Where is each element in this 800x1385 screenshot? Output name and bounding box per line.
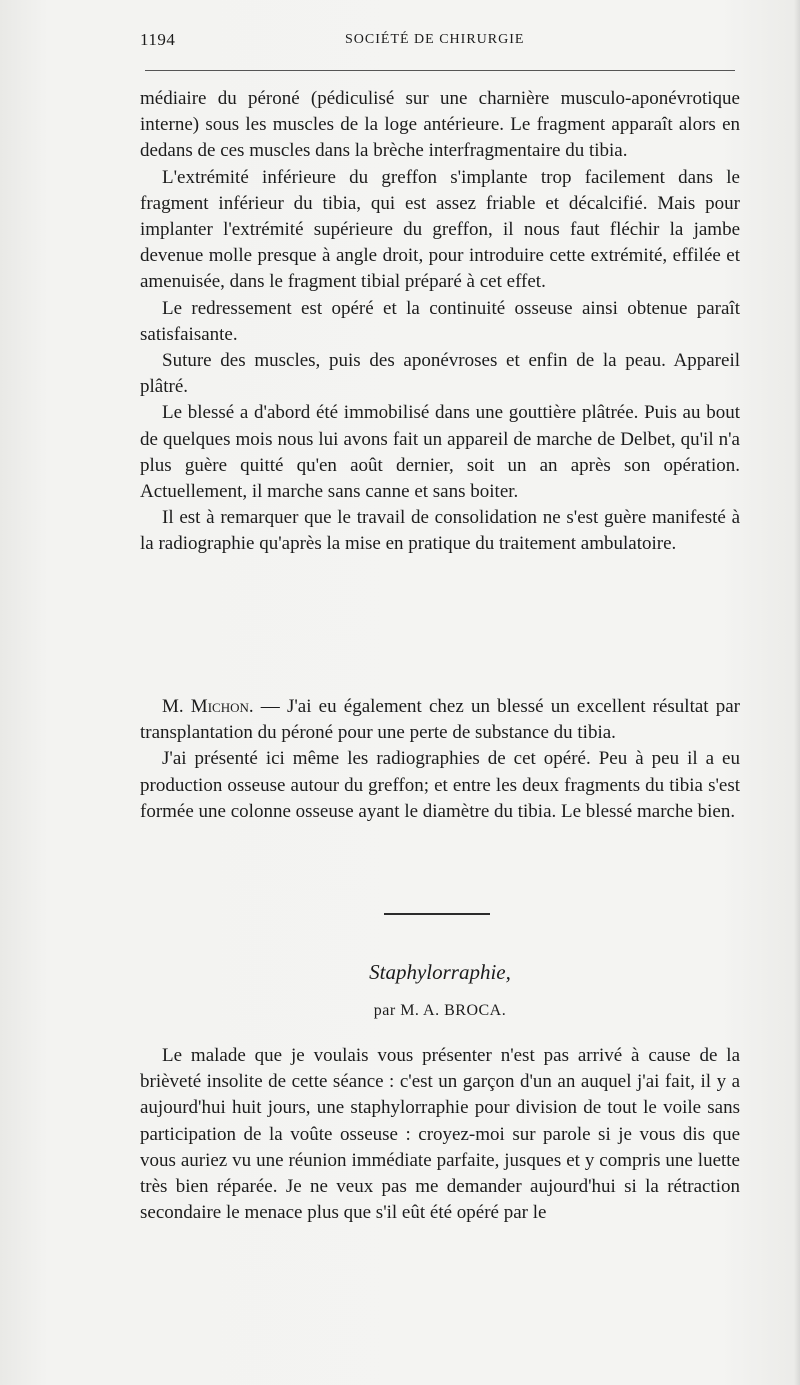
section-divider xyxy=(384,913,490,915)
paragraph: Le malade que je voulais vous présenter n'est pas arrivé à cause de la brièveté insolite de cette séance : c'est un garçon d'un an auquel j'ai fait, il y a aujourd'hui huit jours, une staphylorraphie pour division de tout le voile sans participation de la voûte osseuse : croyez-moi sur parole si je vous dis que vous auriez vu une réunion immédiate parfaite, jusques et y compris une luette très bien réparée. Je ne veux pas me demander aujourd'hui si la rétraction secondaire le menace plus que s'il eût été opéré par le xyxy=(140,1045,740,1224)
section-title: Staphylorraphie, xyxy=(369,960,511,984)
running-title: SOCIÉTÉ DE CHIRURGIE xyxy=(345,32,525,47)
page-header xyxy=(140,30,736,54)
paragraph: Le redressement est opéré et la continuité osseuse ainsi obtenue paraît satisfaisante. xyxy=(140,297,740,345)
page-edge-shadow xyxy=(794,0,800,1385)
paragraph: Il est à remarquer que le travail de consolidation ne s'est guère manifesté à la radiographie qu'après la mise en pratique du traitement ambulatoire. xyxy=(140,507,740,555)
paragraph: Le blessé a d'abord été immobilisé dans une gouttière plâtrée. Puis au bout de quelques mois nous lui avons fait un appareil de marche de Delbet, qu'il n'a plus guère quitté qu'en août dernier, soit un an après son opération. Actuellement, il marche sans canne et sans boiter. xyxy=(140,402,740,503)
paragraph: médiaire du péroné (pédiculisé sur une charnière musculo-aponévrotique interne) sous les muscles de la loge antérieure. Le fragment apparaît alors en dedans de ces muscles dans la brèche interfragmentaire du tibia. xyxy=(140,88,740,162)
michon-remarks xyxy=(140,694,740,825)
speaker-name: M. Michon. xyxy=(162,696,254,717)
paragraph: J'ai présenté ici même les radiographies de cet opéré. Peu à peu il a eu production osseuse autour du greffon; et entre les deux fragments du tibia s'est formée une colonne osseuse ayant le diamètre du tibia. Le blessé marche bien. xyxy=(140,748,740,822)
continued-report xyxy=(140,86,740,558)
header-rule xyxy=(145,70,735,71)
broca-report xyxy=(140,1043,740,1226)
paragraph: L'extrémité inférieure du greffon s'implante trop facilement dans le fragment inférieur du tibia, qui est assez friable et décalcifié. Mais pour implanter l'extrémité supérieure du greffon, il nous faut fléchir la jambe devenue molle presque à angle droit, pour introduire cette extrémité, effilée et amenuisée, dans le fragment tibial préparé à cet effet. xyxy=(140,166,740,293)
section-byline: par M. A. BROCA. xyxy=(373,1002,507,1019)
page-number: 1194 xyxy=(140,30,176,49)
paragraph-text: — J'ai eu également chez un blessé un excellent résultat par transplantation du péroné pour une perte de substance du tibia. xyxy=(140,696,740,744)
paragraph: Suture des muscles, puis des aponévroses et enfin de la peau. Appareil plâtré. xyxy=(140,350,740,398)
paragraph xyxy=(140,694,740,746)
